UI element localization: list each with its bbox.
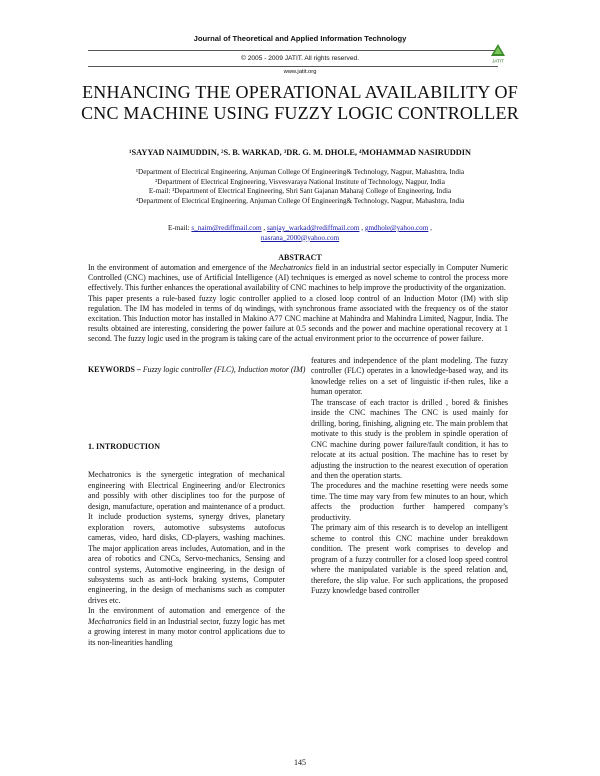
keywords-label: KEYWORDS – <box>88 365 143 374</box>
page-number: 145 <box>294 758 306 767</box>
intro-paragraph-5: The procedures and the machine resetting were needs some time. The time may vary from few minutes to an hour, which affects the production further hampered company’s productivity. <box>311 481 508 522</box>
journal-name: Journal of Theoretical and Applied Information Technology <box>193 34 407 43</box>
journal-logo-icon <box>487 42 509 64</box>
email-link-2[interactable]: sanjay_warkad@rediffmail.com <box>266 224 360 232</box>
intro-paragraph-3: features and independence of the plant modeling. The fuzzy controller (FLC) operates in a knowledge-based way, and its knowledge relies on a set of linguistic if-then rules, like a human operator. <box>311 356 508 397</box>
keywords-text: Fuzzy logic controller (FLC), Induction motor (IM) <box>142 365 306 374</box>
copyright-line: © 2005 - 2009 JATIT. All rights reserved. <box>241 55 359 62</box>
intro-paragraph-4: The transcase of each tractor is drilled , bored & finishes inside the CNC machines The CNC is used mainly for drilling, boring, finishing, aligning etc. The main problem that motivate to this study is the problem in spindle operation of CNC machine during power failure/fault condition, it has to relocate at its actual position. The machine has to reset by adjusting the instruction to the nearest execution of operation and then the operation starts. <box>311 397 508 480</box>
paper-title <box>60 82 540 124</box>
author-list: ¹SAYYAD NAIMUDDIN, ²S. B. WARKAD, ³DR. G. M. DHOLE, ⁴MOHAMMAD NASIRUDDIN <box>129 148 471 157</box>
email-separator: , <box>359 224 365 232</box>
affiliation-4: ⁴Department of Electrical Engineering, Anjuman College Of Engineering& Technology, Nagpur, Mahashtra, India <box>135 196 465 205</box>
right-column <box>311 356 508 596</box>
logo-label: JATIT <box>492 58 504 64</box>
emphasis-term: Mechatronics <box>88 616 132 626</box>
email-list <box>90 224 510 243</box>
intro-paragraph-6: The primary aim of this research is to develop an intelligent scheme to control this CNC machine under breakdown condition. The present work comprises to develop and program of a fuzzy controller for a closed loop speed control where the manipulated variable is the speed relation and, therefore, the slip value. For such applications, the proposed Fuzzy knowledge based controller <box>311 523 508 595</box>
journal-website: www.jatit.org <box>283 69 317 75</box>
intro-paragraph-2: In the environment of automation and emergence of the Mechatronics field in an Industrial sector, fuzzy logic has met a growing interest in many motor control applications due to its non-linearities handling <box>88 606 285 647</box>
title-line-1: ENHANCING THE OPERATIONAL AVAILABILITY OF <box>82 82 518 102</box>
emphasis-term: Mechatronics <box>269 263 313 272</box>
email-link-4[interactable]: nasrana_2000@yahoo.com <box>260 233 340 242</box>
email-link-3[interactable]: gmdhole@yahoo.com <box>364 224 429 232</box>
email-prefix: E-mail: <box>168 224 192 232</box>
header-rule-top <box>88 50 498 51</box>
email-link-1[interactable]: s_naim@rediffmail.com <box>191 224 262 232</box>
intro-paragraph-1: Mechatronics is the synergetic integration of mechanical engineering with Electrical Engineering and/or Electronics and possibly with other disciplines too for the purpose of design, manufacture, operation and maintenance of a product. It include production systems, synergy drives, planetary exploration rovers, automotive subsystems autofocus cameras, video, hard disks, CD-players, washing machines. The major application areas includes, Automation, and in the area of robotics and CNCs, Servo-mechanics, Sensing and control systems, Automotive engineering, in the design of subsystems such as anti-lock braking systems, Computer engineering, in the design of mechanisms such as computer drives etc. <box>88 470 285 605</box>
section-heading-introduction: 1. INTRODUCTION <box>88 442 161 451</box>
affiliation-1: ¹Department of Electrical Engineering, Anjuman College Of Engineering& Technology, Nagpur, Mahashtra, India <box>135 168 465 176</box>
abstract-paragraph-2: This paper presents a rule-based fuzzy logic controller applied to a closed loop control of an Induction Motor (IM) with slip regulation. The IM has modeled in terms of dq windings, with synchronous frame associated with the frequency os of the stator excitation. This Induction motor has installed in Makino A77 CNC machine at Mahindra and Mahindra Limited, Nagpur, India. The results obtained are interesting, considering the power failure at 0.5 seconds and the power and machine operational recovery at 1 second. The fuzzy logic used in the program is taking care of the actual environment prior to the occurrence of power failure. <box>88 293 508 344</box>
email-separator: , <box>261 224 267 232</box>
affiliations <box>60 168 540 206</box>
header-rule-bottom <box>88 66 498 67</box>
abstract-body <box>88 263 508 345</box>
left-column <box>88 412 285 648</box>
email-separator: , <box>428 224 432 232</box>
affiliation-3: E-mail: ³Department of Electrical Engineering, Shri Sant Gajanan Maharaj College of Engineering, India <box>148 187 452 196</box>
affiliation-2: ²Department of Electrical Engineering, Visvesvaraya National Institute of Technology, Nagpur, India <box>155 177 445 186</box>
abstract-heading: ABSTRACT <box>278 253 322 262</box>
title-line-2: CNC MACHINE USING FUZZY LOGIC CONTROLLER <box>81 103 519 123</box>
abstract-paragraph-1: In the environment of automation and emergence of the Mechatronics field in an industrial sector especially in Computer Numeric Controlled (CNC) machines, use of Artificial Intelligence (AI) techniques is emerged as novel scheme to control the process more effectively. This further enhances the operational availability of CNC machines to help improve the productivity of the organization. <box>88 263 508 293</box>
